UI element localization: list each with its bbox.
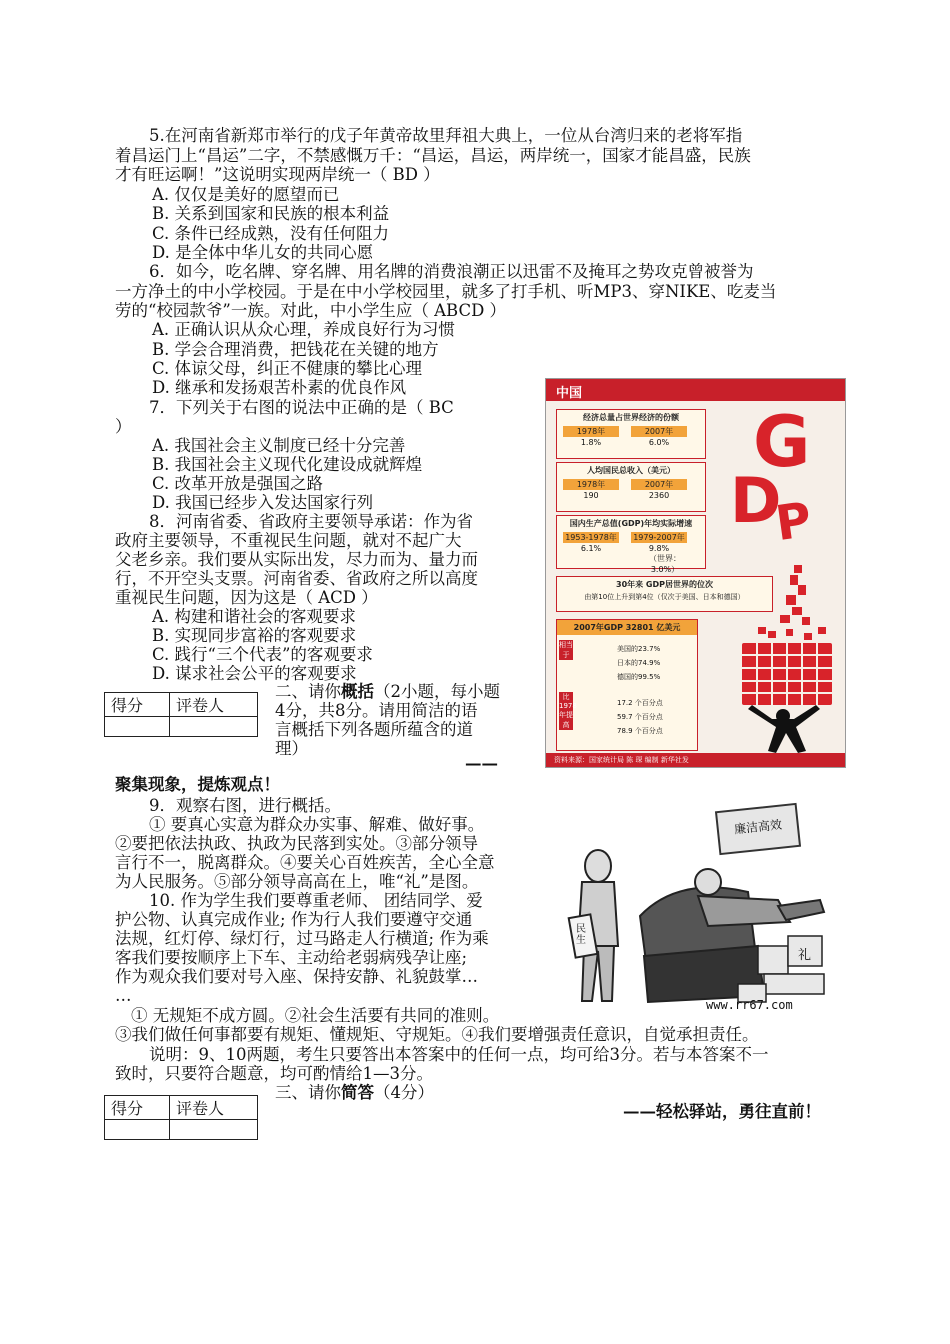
- section2-dash: ——: [465, 754, 498, 773]
- section2-line2: 4分，共8分。请用简洁的语: [275, 701, 478, 720]
- box-year2: 2007年: [631, 426, 687, 437]
- section2-line3: 言概括下列各题所蕴含的道: [275, 720, 473, 739]
- q5-option-b: B. 关系到国家和民族的根本利益: [152, 204, 390, 223]
- row-p1: 17.2 个百分点: [617, 699, 663, 707]
- letter-p: P: [772, 491, 815, 553]
- q9-stem: 9．观察右图，进行概括。: [149, 796, 341, 815]
- score-label: 得分: [105, 1096, 170, 1120]
- grader-label: 评卷人: [169, 693, 257, 717]
- grader-label: 评卷人: [169, 1096, 257, 1120]
- q7-option-b: B. 我国社会主义现代化建设成就辉煌: [152, 455, 423, 474]
- q10-line1: 10. 作为学生我们要尊重老师、 团结同学、爱: [149, 891, 483, 910]
- grader-cell[interactable]: [169, 1120, 257, 1140]
- box-year2: 2007年: [631, 479, 687, 490]
- q6-option-c: C. 体谅父母，纠正不健康的攀比心理: [152, 359, 423, 378]
- score-table-2: [104, 1095, 258, 1140]
- q9-answer-line1: ① 要真心实意为群众办实事、解难、做好事。: [149, 815, 485, 834]
- q5-option-a: A. 仅仅是美好的愿望而已: [152, 185, 340, 204]
- box-title: 2007年GDP 32801 亿美元: [557, 620, 697, 635]
- box-value2: 9.8%: [648, 544, 670, 553]
- q8-option-a: A. 构建和谐社会的客观要求: [152, 607, 356, 626]
- q7-option-c: C. 改革开放是强国之路: [152, 474, 324, 493]
- gdp-poster-image: [545, 378, 846, 768]
- box-title: 人均国民总收入（美元）: [587, 466, 675, 475]
- q6-stem-line3: 劳的“校园款爷”一族。对此，中小学生应（ ABCD ）: [115, 301, 507, 320]
- cartoon-image: [558, 796, 834, 1018]
- paper-text: 民生: [576, 924, 586, 946]
- row-p2: 59.7 个百分点: [617, 713, 663, 721]
- box-value1: 6.1%: [580, 544, 602, 553]
- q7-option-a: A. 我国社会主义制度已经十分完善: [152, 436, 406, 455]
- q5-stem-line3: 才有旺运啊！”这说明实现两岸统一（ BD ）: [115, 165, 440, 184]
- q10-answer-line2: ③我们做任何事都要有规矩、懂规矩、守规矩。④我们要增强责任意识，自觉承担责任。: [115, 1025, 759, 1044]
- section3-title: 三、请你简答（4分）: [275, 1083, 434, 1102]
- note-line2: 致时，只要符合题意，均可酌情给1—3分。: [115, 1064, 433, 1083]
- q7-option-d: D. 我国已经步入发达国家行列: [152, 493, 374, 512]
- gift-char: 礼: [798, 948, 812, 963]
- q8-option-c: C. 践行“三个代表”的客观要求: [152, 645, 373, 664]
- q8-line4: 行，不开空头支票。河南省委、省政府之所以高度: [115, 569, 478, 588]
- reclining-official: [695, 869, 824, 926]
- side-label-2: 比1978年提高: [559, 693, 577, 729]
- q6-option-d: D. 继承和发扬艰苦朴素的优良作风: [152, 378, 407, 397]
- poster-source: 资料来源：国家统计局 陈 琛 编制 新华社发: [554, 756, 689, 764]
- box-title: 国内生产总值(GDP)年均实际增速: [569, 519, 693, 528]
- letter-d: D: [730, 464, 782, 537]
- q6-stem-line1: 6．如今，吃名牌、穿名牌、用名牌的消费浪潮正以迅雷不及掩耳之势攻克曾被誉为: [149, 262, 754, 281]
- box-year1: 1978年: [563, 426, 619, 437]
- section2-line4: 理）: [275, 739, 308, 758]
- q10-line3: 法规，红灯停、绿灯行，过马路走人行横道; 作为乘: [115, 929, 489, 948]
- box-year1: 1978年: [563, 479, 619, 490]
- poster-graphics: [546, 379, 845, 767]
- q5-stem-line2: 着昌运门上“昌运”二字，不禁感慨万千：“昌运，昌运，两岸统一，国家才能昌盛，民族: [115, 146, 751, 165]
- box-value2: 2360: [648, 491, 670, 500]
- section2-title-line1: 二、请你概括（2小题，每小题: [275, 682, 500, 701]
- box-value1: 190: [583, 491, 599, 500]
- cartoon-drawing: [558, 796, 834, 1018]
- box-title: 30年来 GDP居世界的位次: [616, 580, 713, 589]
- row-jp: 日本的74.9%: [617, 659, 661, 667]
- score-cell[interactable]: [105, 1120, 170, 1140]
- q9-answer-line4: 为人民服务。⑤部分领导高高在上，唯“礼”是图。: [115, 872, 479, 891]
- q7-stem-line2: ）: [115, 417, 132, 436]
- q8-option-b: B. 实现同步富裕的客观要求: [152, 626, 357, 645]
- score-label: 得分: [105, 693, 170, 717]
- q5-stem-line1: 5.在河南省新郑市举行的戊子年黄帝故里拜祖大典上，一位从台湾归来的老将军指: [149, 126, 743, 145]
- box-note: （世界：3.0%）: [649, 554, 681, 574]
- score-table-1: [104, 692, 258, 737]
- q6-stem-line2: 一方净土的中小学校园。于是在中小学校园里，就多了打手机、听MP3、穿NIKE、吃麦当: [115, 282, 777, 301]
- q8-line5: 重视民生问题，因为这是（ ACD ）: [115, 588, 378, 607]
- side-label-1: 相当于: [559, 641, 573, 659]
- grader-cell[interactable]: [169, 717, 257, 737]
- q10-line2: 护公物、认真完成作业; 作为行人我们要遵守交通: [115, 910, 473, 929]
- watermark: www.rr67.com: [706, 998, 793, 1012]
- section2-slogan: 聚集现象，提炼观点！: [115, 775, 280, 794]
- q8-line3: 父老乡亲。我们要从实际出发，尽力而为、量力而: [115, 550, 478, 569]
- note-line1: 说明：9、10两题，考生只要答出本答案中的任何一点，均可给3分。若与本答案不一: [149, 1045, 769, 1064]
- q10-line5: 作为观众我们要对号入座、保持安静、礼貌鼓掌…: [115, 967, 478, 986]
- q5-option-c: C. 条件已经成熟，没有任何阻力: [152, 224, 390, 243]
- q8-line1: 8．河南省委、省政府主要领导承诺：作为省: [149, 512, 473, 531]
- poster-header-text: 中国: [556, 386, 583, 401]
- lifting-figure: [748, 705, 820, 753]
- q9-answer-line3: 言行不一，脱离群众。④要关心百姓疾苦，全心全意: [115, 853, 495, 872]
- q6-option-b: B. 学会合理消费，把钱花在关键的地方: [152, 340, 439, 359]
- row-de: 德国的99.5%: [617, 673, 661, 681]
- poster-footer: [546, 753, 845, 767]
- q10-answer-line1: ① 无规矩不成方圆。②社会生活要有共同的准则。: [131, 1006, 500, 1025]
- row-us: 美国的23.7%: [617, 645, 661, 653]
- box-title: 经济总量占世界经济的份额: [583, 413, 679, 422]
- letter-g: G: [753, 401, 811, 483]
- q10-line4: 客我们要按顺序上下车、主动给老弱病残孕让座;: [115, 948, 468, 967]
- q6-option-a: A. 正确认识从众心理，养成良好行为习惯: [152, 320, 455, 339]
- q7-stem-line1: 7．下列关于右图的说法中正确的是（ BC: [149, 398, 454, 417]
- section3-slogan: ——轻松驿站，勇往直前！: [623, 1102, 821, 1121]
- q9-answer-line2: ②要把依法执政、执政为民落到实处。③部分领导: [115, 834, 478, 853]
- q8-option-d: D. 谋求社会公平的客观要求: [152, 664, 357, 683]
- row-p3: 78.9 个百分点: [617, 727, 663, 735]
- q5-option-d: D. 是全体中华儿女的共同心愿: [152, 243, 374, 262]
- q8-line2: 政府主要领导，不重视民生问题，就对不起广大: [115, 531, 462, 550]
- box-text: 由第10位上升到第4位（仅次于美国、日本和德国）: [584, 593, 745, 601]
- box-value1: 1.8%: [580, 438, 602, 447]
- score-cell[interactable]: [105, 717, 170, 737]
- sign-text: 廉洁高效: [733, 817, 783, 837]
- box-year1: 1953-1978年: [563, 532, 619, 543]
- box-value2: 6.0%: [648, 438, 670, 447]
- q10-line6: …: [115, 986, 132, 1005]
- falling-blocks: [758, 565, 826, 640]
- box-year2: 1979-2007年: [631, 532, 687, 543]
